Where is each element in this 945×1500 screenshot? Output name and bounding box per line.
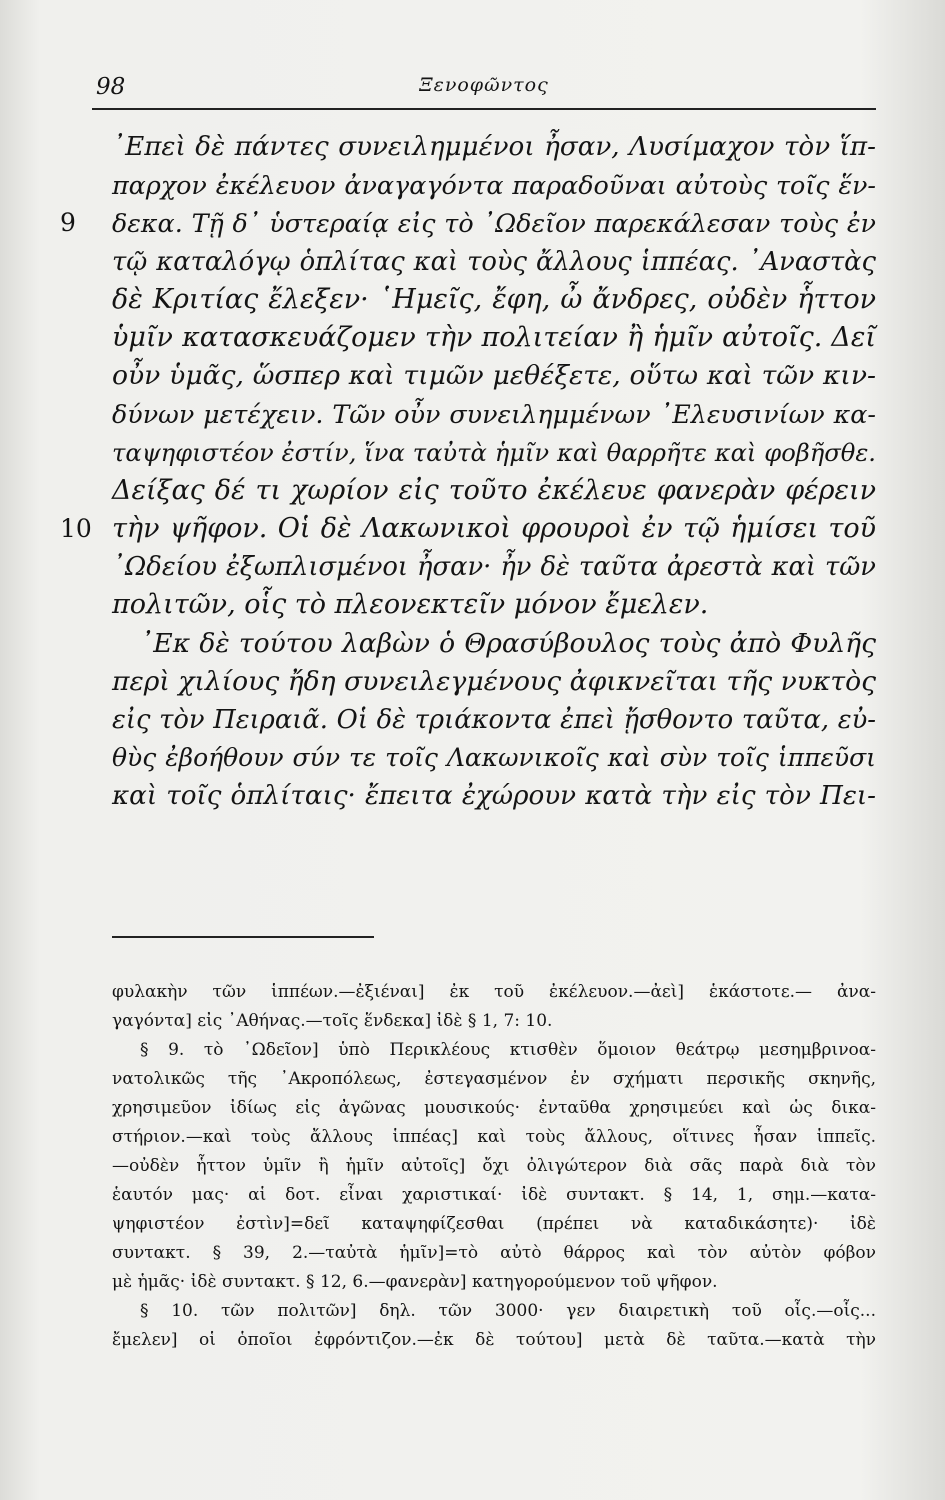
text-line: παρχον ἐκέλευον ἀναγαγόντα παραδοῦναι αὐτοὺς τοῖς ἕν- [112, 170, 876, 201]
text-line: ᾿Εκ δὲ τούτου λαβὼν ὁ Θρασύβουλος τοὺς ἀπὸ Φυλῆς [140, 627, 876, 659]
text-line [60, 204, 876, 242]
note-line: ἑαυτόν μας· αἱ δοτ. εἶναι χαριστικαί· ἰδὲ συντακτ. § 14, 1, σημ.—κατα- [112, 1185, 876, 1205]
note-line: γαγόντα] εἰς ᾿Αθήνας.—τοῖς ἕνδεκα] ἰδὲ § 1, 7: 10. [112, 1011, 553, 1031]
text-line: θὺς ἐβοήθουν σύν τε τοῖς Λακωνικοῖς καὶ σὺν τοῖς ἱππεῦσι [112, 743, 876, 773]
note-line: συντακτ. § 39, 2.—ταὐτὰ ἡμῖν]=τὸ αὐτὸ θάρρος καὶ τὸν αὐτὸν φόβον [112, 1243, 876, 1263]
page-header [92, 72, 876, 110]
note-line: χρησιμεῦον ἰδίως εἰς ἀγῶνας μουσικούς· ἐνταῦθα χρησιμεύει καὶ ὡς δικα- [112, 1098, 876, 1118]
footnotes [112, 978, 876, 1355]
text-line: εἰς τὸν Πειραιᾶ. Οἱ δὲ τριάκοντα ἐπεὶ ᾔσθοντο ταῦτα, εὐ- [112, 705, 876, 736]
text-line: ᾿Επεὶ δὲ πάντες συνειλημμένοι ἦσαν, Λυσίμαχον τὸν ἵπ- [112, 132, 876, 162]
section-number: 10 [60, 514, 92, 544]
text-line-content: δεκα. Τῇ δ᾿ ὑστεραίᾳ εἰς τὸ ᾿Ωδεῖον παρεκάλεσαν τοὺς ἐν [112, 208, 876, 239]
text-line: ὑμῖν κατασκευάζομεν τὴν πολιτείαν ἢ ἡμῖν αὐτοῖς. Δεῖ [112, 322, 876, 354]
section-number: 9 [60, 208, 76, 238]
note-line: ἔμελεν] οἱ ὁποῖοι ἐφρόντιζον.—ἐκ δὲ τούτου] μετὰ δὲ ταῦτα.—κατὰ τὴν [112, 1330, 876, 1350]
note-line: ψηφιστέον ἐστὶν]=δεῖ καταψηφίζεσθαι (πρέπει νὰ καταδικάσητε)· ἰδὲ [112, 1214, 876, 1234]
text-line: δύνων μετέχειν. Τῶν οὖν συνειλημμένων ᾿Ελευσινίων κα- [112, 399, 876, 430]
text-line: δὲ Κριτίας ἔλεξεν· ῾Ημεῖς, ἔφη, ὦ ἄνδρες, οὐδὲν ἧττον [112, 283, 876, 315]
text-line: Δείξας δέ τι χωρίον εἰς τοῦτο ἐκέλευε φανερὰν φέρειν [112, 474, 876, 506]
text-line: περὶ χιλίους ἤδη συνειλεγμένους ἀφικνεῖται τῆς νυκτὸς [112, 665, 876, 697]
note-line: § 10. τῶν πολιτῶν] δηλ. τῶν 3000· γεν διαιρετικὴ τοῦ οἷς.—οἷς... [140, 1301, 876, 1321]
text-line-content: τὴν ψῆφον. Οἱ δὲ Λακωνικοὶ φρουροὶ ἐν τῷ ἡμίσει τοῦ [112, 513, 876, 545]
footnote-rule [112, 936, 374, 938]
text-line [60, 510, 876, 548]
text-line: οὖν ὑμᾶς, ὥσπερ καὶ τιμῶν μεθέξετε, οὕτω καὶ τῶν κιν- [112, 360, 876, 392]
note-line: στήριον.—καὶ τοὺς ἄλλους ἱππέας] καὶ τοὺς ἄλλους, οἵτινες ἦσαν ἱππεῖς. [112, 1127, 876, 1147]
text-line: τῷ καταλόγῳ ὁπλίτας καὶ τοὺς ἄλλους ἱππέας. ᾿Αναστὰς [112, 246, 876, 277]
text-line: ταψηφιστέον ἐστίν, ἵνα ταὐτὰ ἡμῖν καὶ θαρρῆτε καὶ φοβῆσθε. [112, 438, 876, 467]
note-line: νατολικῶς τῆς ᾿Ακροπόλεως, ἐστεγασμένον ἐν σχήματι περσικῆς σκηνῆς, [112, 1069, 876, 1089]
note-line: μὲ ἡμᾶς· ἰδὲ συντακτ. § 12, 6.—φανερὰν] κατηγορούμενον τοῦ ψῆφον. [112, 1272, 718, 1292]
text-line: καὶ τοῖς ὁπλίταις· ἔπειτα ἐχώρουν κατὰ τὴν εἰς τὸν Πει- [112, 781, 876, 812]
note-line: § 9. τὸ ᾿Ωδεῖον] ὑπὸ Περικλέους κτισθὲν ὅμοιον θεάτρῳ μεσημβρινοα- [140, 1040, 876, 1060]
page-number: 98 [96, 74, 126, 100]
text-line: πολιτῶν, οἷς τὸ πλεονεκτεῖν μόνον ἔμελεν. [112, 589, 709, 621]
main-text [60, 128, 876, 816]
note-line: —οὐδὲν ἧττον ὑμῖν ἢ ἡμῖν αὐτοῖς] ὄχι ὀλιγώτερον διὰ σᾶς παρὰ διὰ τὸν [112, 1156, 876, 1176]
running-title: Ξενοφῶντος [419, 74, 549, 96]
text-line: ᾿Ωδείου ἐξωπλισμένοι ἦσαν· ἦν δὲ ταῦτα ἀρεστὰ καὶ τῶν [112, 552, 876, 583]
note-line: φυλακὴν τῶν ἱππέων.—ἐξιέναι] ἐκ τοῦ ἐκέλευον.—ἀεὶ] ἑκάστοτε.— ἀνα- [112, 982, 876, 1002]
